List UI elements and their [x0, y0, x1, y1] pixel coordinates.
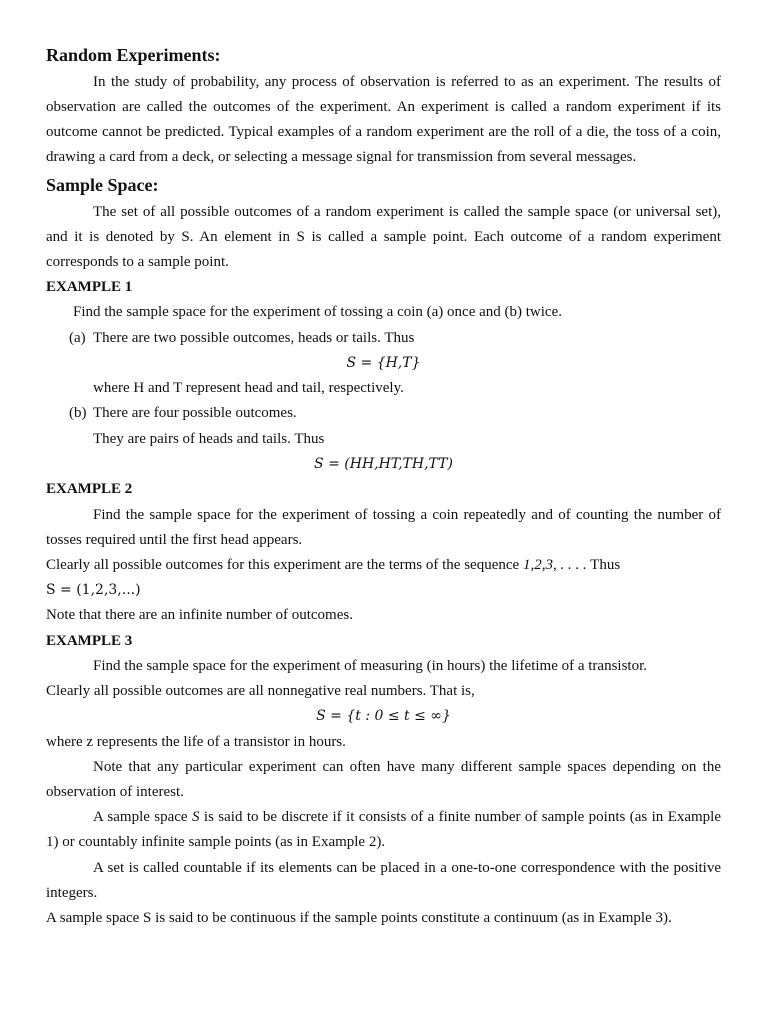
example-1-title: EXAMPLE 1	[46, 279, 133, 295]
paragraph-line-discrete	[93, 808, 721, 826]
example-2-sequence-line	[46, 556, 620, 574]
text-span: A sample space	[93, 809, 192, 825]
paragraph-line: A sample space S is said to be continuous if the sample points constitute a continuum (as in Example 3).	[46, 910, 672, 926]
math-sample-space-coin-once: S = {H,T}	[346, 355, 421, 371]
example-1-intro: Find the sample space for the experiment of tossing a coin (a) once and (b) twice.	[73, 304, 563, 320]
paragraph-line: Note that any particular experiment can often have many different sample spaces depending on the	[93, 759, 721, 775]
example-1-a-note: where H and T represent head and tail, respectively.	[93, 380, 404, 396]
math-sample-space-lifetime: S = {t : 0 ≤ t ≤ ∞}	[316, 708, 451, 724]
example-1-b-text: There are four possible outcomes.	[93, 405, 297, 421]
paragraph-line: integers.	[46, 885, 98, 901]
text-span: Clearly all possible outcomes for this experiment are the terms of the sequence	[46, 557, 523, 573]
paragraph-line: and it is denoted by S. An element in S is called a sample point. Each outcome of a random experiment	[46, 229, 721, 245]
example-2-note: Note that there are an infinite number of outcomes.	[46, 607, 353, 623]
paragraph-line: outcome cannot be predicted. Typical examples of a random experiment are the roll of a die, the toss of a coin,	[46, 124, 721, 140]
example-1-b-label: (b)	[69, 405, 87, 421]
paragraph-line: drawing a card from a deck, or selecting a message signal for transmission from several messages.	[46, 149, 637, 165]
paragraph-line: tosses required until the first head appears.	[46, 532, 303, 548]
example-2-title: EXAMPLE 2	[46, 481, 133, 497]
example-1-a-text: There are two possible outcomes, heads or tails. Thus	[93, 330, 415, 346]
example-3-intro: Find the sample space for the experiment of measuring (in hours) the lifetime of a transistor.	[93, 658, 648, 674]
example-3-line: Clearly all possible outcomes are all nonnegative real numbers. That is,	[46, 683, 475, 699]
heading-random-experiments: Random Experiments:	[46, 45, 221, 65]
example-3-note: where z represents the life of a transistor in hours.	[46, 734, 346, 750]
text-span: is said to be discrete if it consists of a finite number of sample points (as in Example	[199, 809, 722, 825]
sequence-text: 1,2,3, . . . .	[522, 557, 587, 573]
paragraph-line: A set is called countable if its elements can be placed in a one-to-one correspondence with the positive	[93, 860, 721, 876]
paragraph-line: 1) or countably infinite sample points (as in Example 2).	[46, 834, 386, 850]
heading-sample-space: Sample Space:	[46, 175, 159, 195]
example-3-title: EXAMPLE 3	[46, 633, 133, 649]
paragraph-line: The set of all possible outcomes of a random experiment is called the sample space (or universal set),	[93, 204, 721, 220]
math-sample-space-sequence: S = (1,2,3,...)	[46, 582, 141, 598]
symbol-s: S	[192, 809, 200, 825]
paragraph-line: observation are called the outcomes of the experiment. An experiment is called a random experiment if its	[46, 99, 721, 115]
paragraph-line: observation of interest.	[46, 784, 184, 800]
math-sample-space-coin-twice: S = (HH,HT,TH,TT)	[314, 456, 453, 472]
paragraph-line: In the study of probability, any process of observation is referred to as an experiment. The results of	[93, 74, 721, 90]
example-1-a-label: (a)	[69, 330, 86, 346]
paragraph-line: corresponds to a sample point.	[46, 254, 229, 270]
text-span: Thus	[586, 557, 621, 573]
example-1-b-text2: They are pairs of heads and tails. Thus	[93, 431, 325, 447]
paragraph-line: Find the sample space for the experiment of tossing a coin repeatedly and of counting the number of	[93, 507, 721, 523]
